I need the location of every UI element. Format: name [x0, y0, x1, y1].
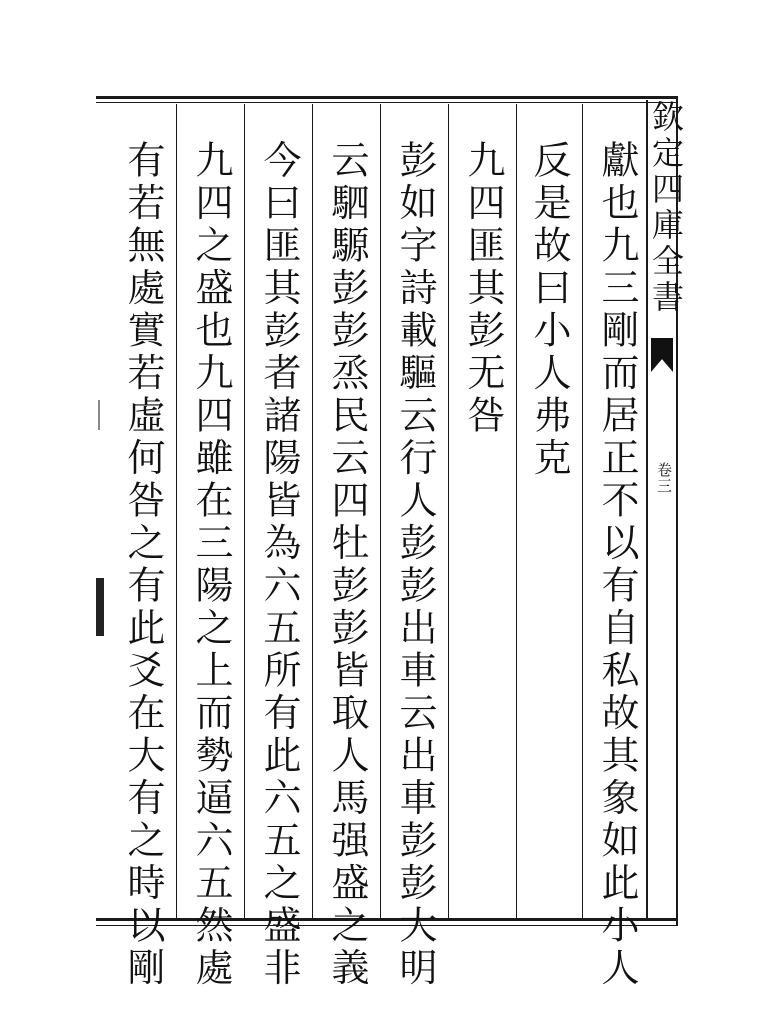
text-column: 九四之盛也九四雖在三陽之上而勢逼六五然處 [189, 140, 233, 990]
text-column: 獻也九三剛而居正不以有自私故其象如此小人 [595, 140, 639, 990]
column-divider [176, 104, 177, 918]
text-column: 有若無處實若虛何咎之有此爻在大有之時以剛 [121, 140, 165, 990]
column-divider [516, 104, 517, 918]
column-divider [380, 104, 381, 918]
bottom-border-line [96, 918, 676, 921]
text-column: 彭如字詩載驅云行人彭彭出車云出車彭彭大明 [393, 140, 437, 990]
column-divider [582, 104, 583, 918]
bottom-border-inner-line [96, 925, 676, 926]
scan-edge-mark [96, 578, 104, 636]
fishtail-mark [651, 338, 673, 372]
scan-edge-mark [98, 400, 100, 430]
text-column: 云駟騵彭彭烝民云四牡彭彭皆取人馬强盛之義 [325, 140, 369, 990]
column-divider [244, 104, 245, 918]
column-divider [448, 104, 449, 918]
text-column: 反是故曰小人弗克 [527, 140, 571, 480]
text-column: 今曰匪其彭者諸陽皆為六五所有此六五之盛非 [257, 140, 301, 990]
top-border-inner-line [96, 102, 676, 103]
volume-label: 卷三 [655, 462, 673, 494]
book-title: 欽定四庫全書 [647, 100, 685, 316]
top-border-line [96, 96, 676, 99]
column-divider [312, 104, 313, 918]
text-column: 九四匪其彭无咎 [461, 140, 505, 438]
